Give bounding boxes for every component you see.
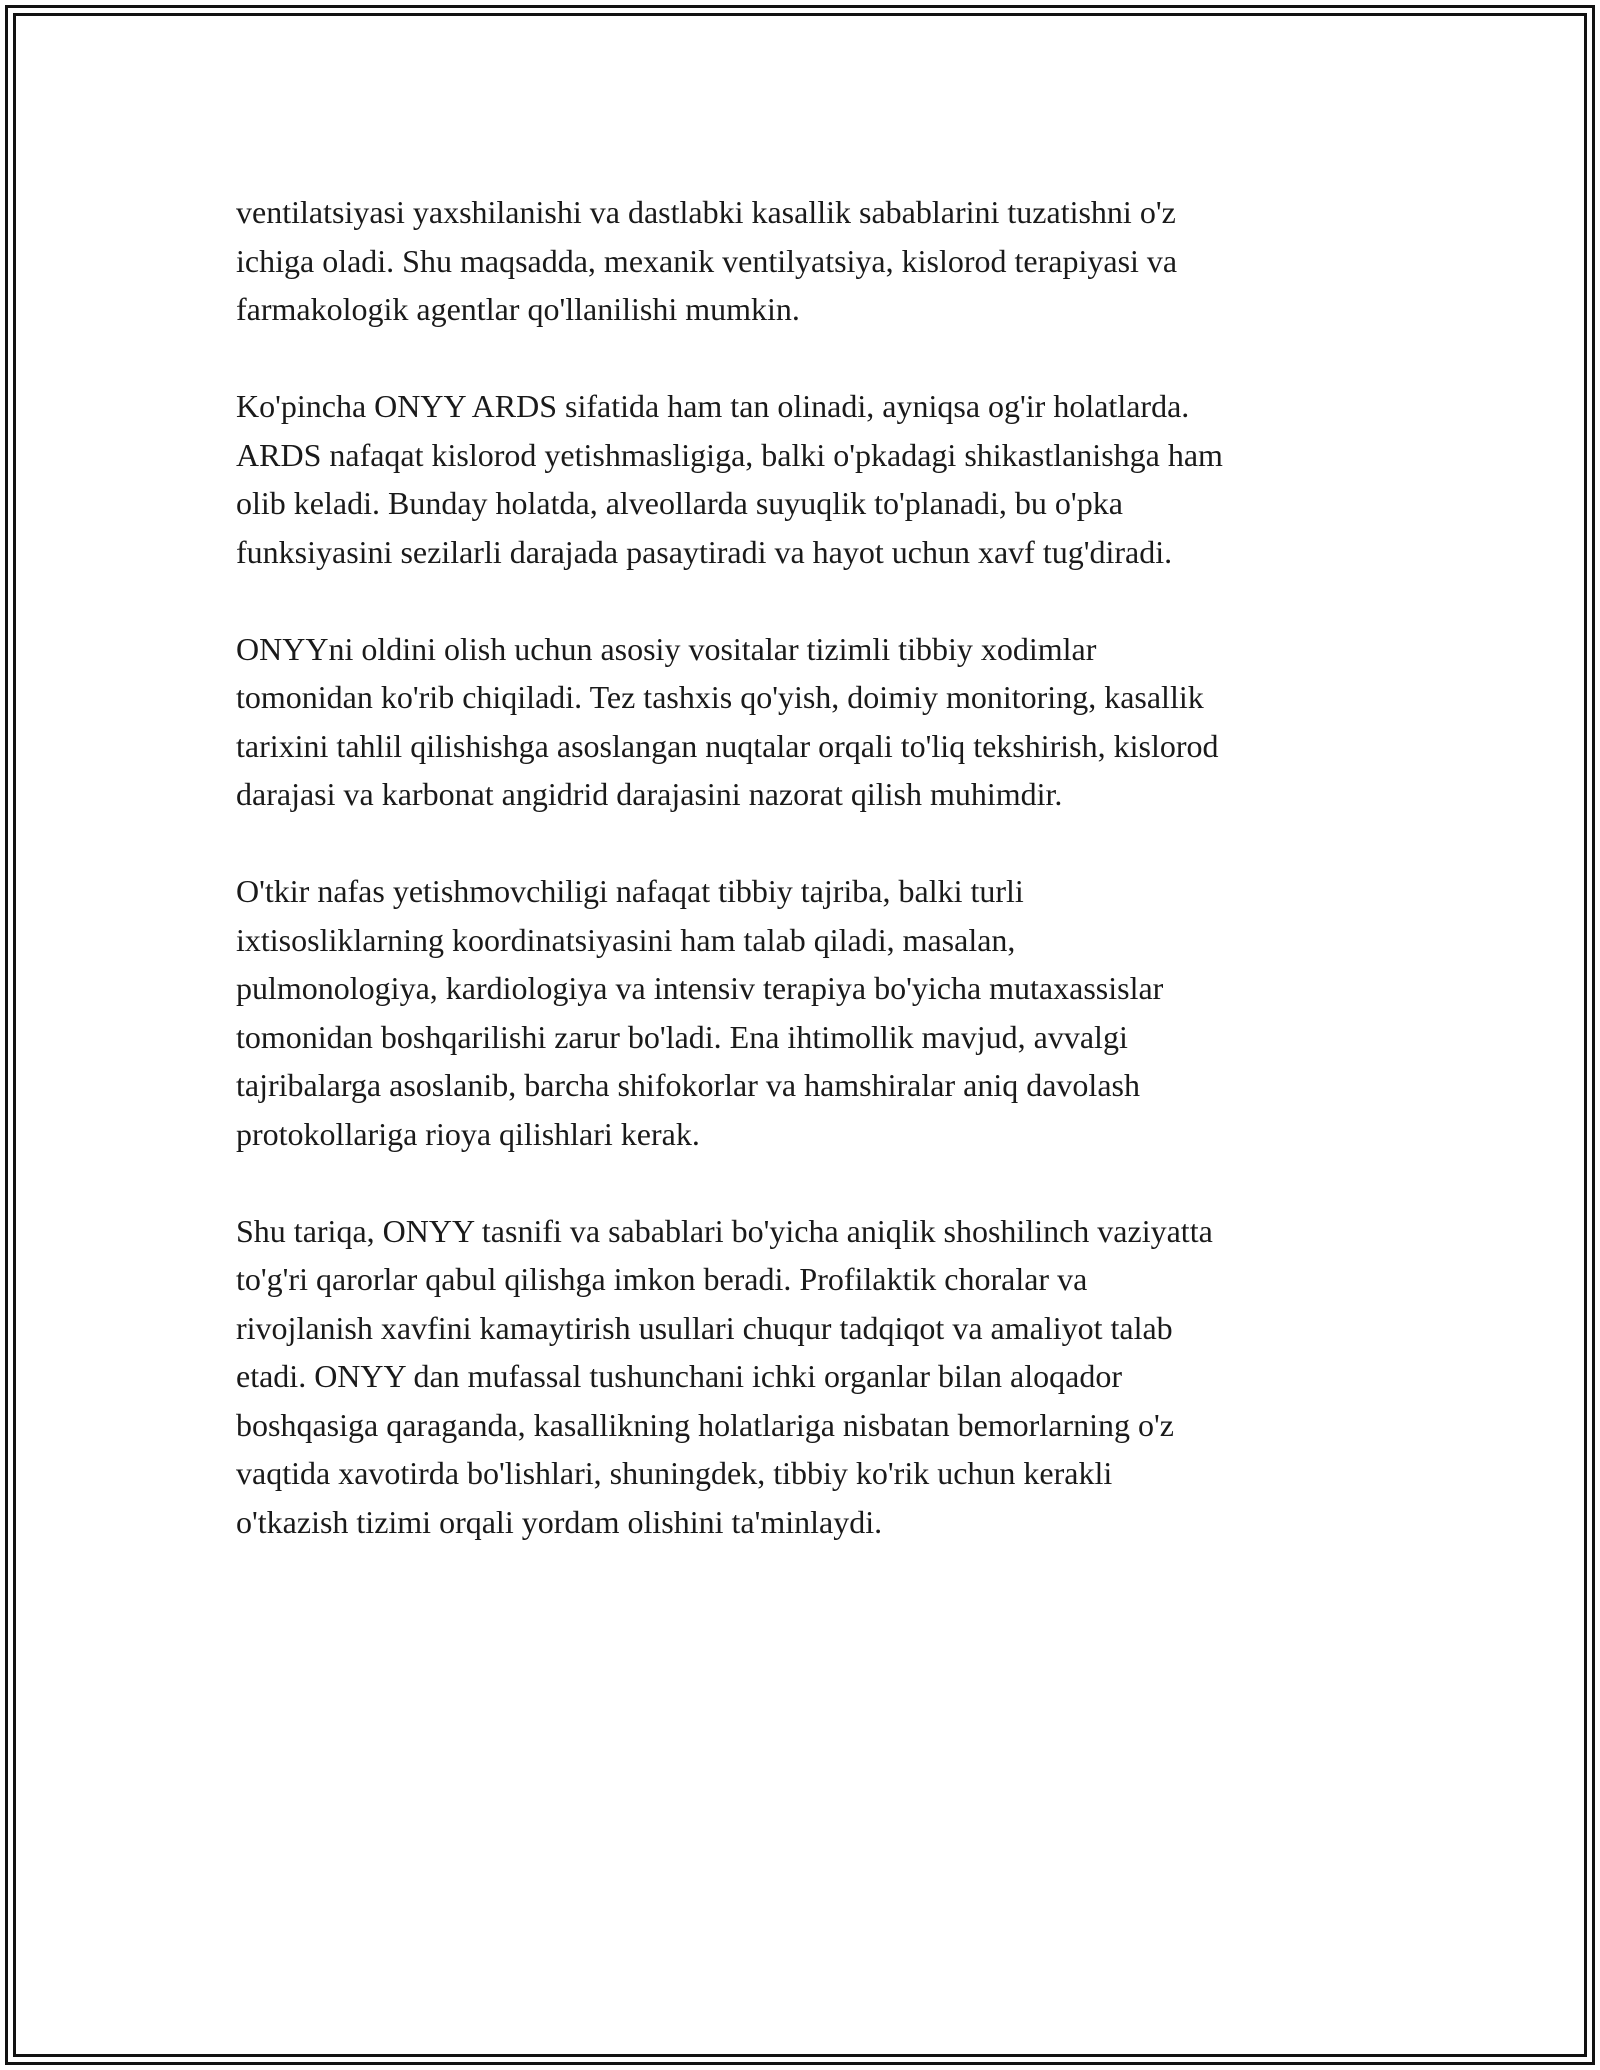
text-line: pulmonologiya, kardiologiya va intensiv terapiya bo'yicha mutaxassislar bbox=[236, 970, 1164, 1006]
text-line: ONYYni oldini olish uchun asosiy vositalar tizimli tibbiy xodimlar bbox=[236, 630, 1097, 667]
text-line: boshqasiga qaraganda, kasallikning holatlariga nisbatan bemorlarning o'z bbox=[236, 1406, 1174, 1443]
text-line: tarixini tahlil qilishishga asoslangan nuqtalar orqali to'liq tekshirish, kislorod bbox=[236, 727, 1219, 764]
text-line: ventilatsiyasi yaxshilanishi va dastlabki kasallik sabablarini tuzatishni o'z bbox=[236, 194, 1176, 230]
text-line: vaqtida xavotirda bo'lishlari, shuningdek, tibbiy ko'rik uchun kerakli bbox=[236, 1455, 1113, 1491]
text-line: funksiyasini sezilarli darajada pasaytiradi va hayot uchun xavf tug'diradi. bbox=[236, 533, 1173, 570]
text-line: tomonidan boshqarilishi zarur bo'ladi. Ena ihtimollik mavjud, avvalgi bbox=[236, 1018, 1128, 1055]
paragraph-2 bbox=[236, 382, 1396, 576]
text-line: etadi. ONYY dan mufassal tushunchani ichki organlar bilan aloqador bbox=[236, 1358, 1122, 1394]
text-line: farmakologik agentlar qo'llanilishi mumkin. bbox=[236, 291, 800, 327]
paragraph-4 bbox=[236, 867, 1396, 1158]
text-line: to'g'ri qarorlar qabul qilishga imkon beradi. Profilaktik choralar va bbox=[236, 1261, 1088, 1297]
text-line: ichiga oladi. Shu maqsadda, mexanik ventilyatsiya, kislorod terapiyasi va bbox=[236, 242, 1178, 279]
text-line: rivojlanish xavfini kamaytirish usullari chuqur tadqiqot va amaliyot talab bbox=[236, 1309, 1173, 1346]
text-line: tomonidan ko'rib chiqiladi. Tez tashxis qo'yish, doimiy monitoring, kasallik bbox=[236, 679, 1204, 715]
text-line: Ko'pincha ONYY ARDS sifatida ham tan olinadi, ayniqsa og'ir holatlarda. bbox=[236, 388, 1190, 424]
text-line: ixtisosliklarning koordinatsiyasini ham talab qiladi, masalan, bbox=[236, 921, 1016, 958]
text-line: protokollariga rioya qilishlari kerak. bbox=[236, 1115, 700, 1152]
text-line: olib keladi. Bunday holatda, alveollarda suyuqlik to'planadi, bu o'pka bbox=[236, 485, 1123, 521]
paragraph-3 bbox=[236, 625, 1396, 819]
text-line: tajribalarga asoslanib, barcha shifokorlar va hamshiralar aniq davolash bbox=[236, 1067, 1140, 1103]
text-line: o'tkazish tizimi orqali yordam olishini ta'minlaydi. bbox=[236, 1503, 883, 1540]
paragraph-1 bbox=[236, 188, 1396, 334]
text-line: darajasi va karbonat angidrid darajasini nazorat qilish muhimdir. bbox=[236, 776, 1063, 812]
text-line: O'tkir nafas yetishmovchiligi nafaqat tibbiy tajriba, balki turli bbox=[236, 873, 1024, 909]
document-body bbox=[236, 188, 1396, 1595]
text-line: Shu tariqa, ONYY tasnifi va sabablari bo'yicha aniqlik shoshilinch vaziyatta bbox=[236, 1212, 1213, 1249]
paragraph-5 bbox=[236, 1207, 1396, 1547]
text-line: ARDS nafaqat kislorod yetishmasligiga, balki o'pkadagi shikastlanishga ham bbox=[236, 436, 1223, 473]
